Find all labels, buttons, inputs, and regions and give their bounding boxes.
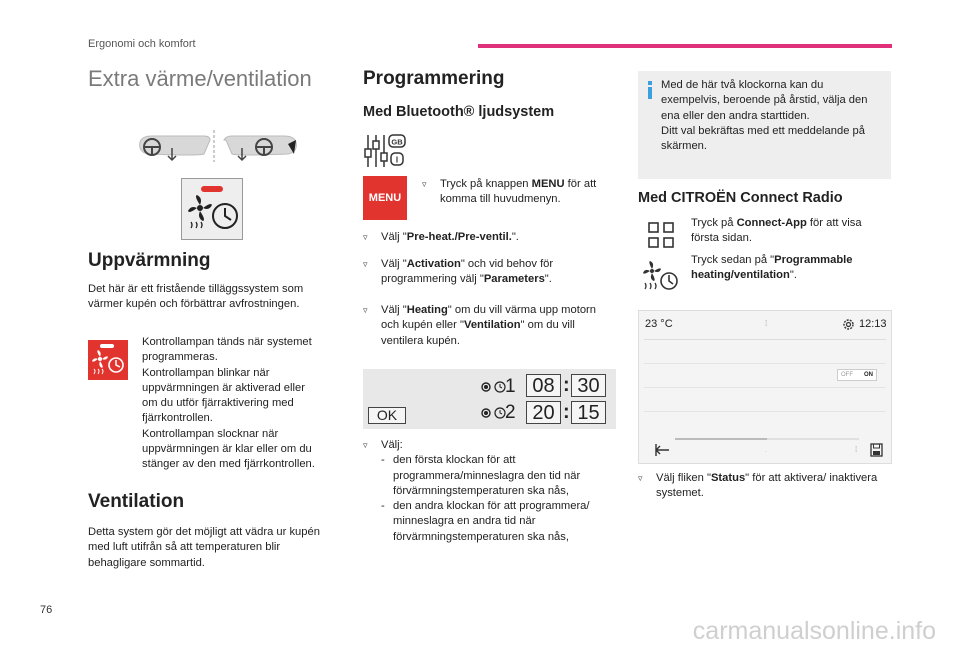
bullet-text: den första klockan för att programmera/minneslagra den tid när förvärmningstemperaturen ska nås,: [393, 454, 581, 497]
arrow-bullet-icon: ▿: [638, 473, 643, 483]
text-part: MENU: [531, 178, 565, 190]
lamp-line: uppvärmningen är klar eller om du: [142, 443, 312, 456]
screen-separator: ⁞: [855, 445, 858, 454]
lamp-line: Kontrollampan tänds när systemet: [142, 336, 312, 348]
gb-label: GB: [391, 137, 403, 147]
text-part: för att visa första sidan.: [691, 217, 862, 245]
choose-label: Välj:: [381, 439, 403, 451]
timer-display-panel: [363, 369, 616, 429]
text-part: Ventilation: [463, 319, 521, 332]
info-box: [638, 71, 891, 179]
page-number: 76: [40, 604, 53, 616]
lamp-line: fjärrkontrollen.: [142, 412, 213, 425]
minute-2-field[interactable]: 15: [571, 401, 606, 424]
temperature-readout: 23 °C: [645, 318, 673, 330]
minute-1-field[interactable]: 30: [571, 374, 606, 397]
text-part: Tryck sedan på ": [691, 254, 775, 266]
step-status-tab: [638, 471, 888, 502]
back-arrow-icon[interactable]: [654, 444, 670, 456]
save-icon[interactable]: [870, 443, 883, 457]
i-label: I: [395, 155, 399, 165]
toggle-off-label: OFF: [841, 372, 853, 378]
programming-heading: Programmering: [363, 68, 505, 89]
arrow-bullet-icon: ▿: [363, 440, 368, 450]
ventilation-heading: Ventilation: [88, 491, 185, 512]
lamp-line: programmeras.: [142, 351, 218, 364]
info-line: Med de här två klockorna kan du: [661, 79, 824, 91]
step-select-preheat: [363, 230, 613, 245]
text-part: Parameters: [483, 273, 545, 286]
lamp-line: stänger av den med fjärrkontrollen.: [142, 458, 315, 471]
info-line: skärmen.: [661, 140, 708, 153]
mirror-remote-icon: [138, 128, 298, 164]
bullet-text: den andra klockan för att programmera/ minneslagra en andra tid när förvärmningstemperaturen ska nås,: [393, 500, 590, 543]
menu-key-label: MENU: [368, 192, 402, 204]
time-separator: :: [563, 401, 570, 423]
divider: [644, 387, 886, 388]
text-part: " om du vill värma upp motorn och kupén eller ": [381, 304, 597, 332]
lamp-line: Kontrollampan slocknar när: [142, 427, 279, 440]
tab-indicator: [675, 438, 767, 440]
arrow-bullet-icon: ▿: [363, 305, 368, 315]
divider: [644, 339, 886, 340]
text-part: Pre-heat./Pre-ventil.: [406, 231, 512, 243]
screen-separator: ·: [765, 449, 767, 455]
lamp-line: Kontrollampan blinkar när: [142, 366, 270, 379]
settings-sliders-icon: [363, 133, 407, 169]
info-line: exempelvis, beroende på årstid, välja den: [661, 94, 868, 107]
apps-grid-icon: [648, 222, 674, 248]
watermark: carmanualsonline.info: [692, 617, 936, 645]
text-part: Tryck på: [691, 217, 737, 229]
heater-lamp-icon: [181, 178, 243, 240]
clock-2-number: 2: [505, 402, 516, 423]
left-column: [88, 66, 333, 92]
step-select-heating: [363, 303, 615, 349]
settings-gear-icon[interactable]: [842, 318, 855, 331]
lamp-line: uppvärmningen är aktiverad eller: [142, 381, 305, 394]
text-part: " och vid behov för programmering välj ": [381, 258, 554, 286]
programmable-heating-icon: [640, 259, 680, 293]
lamp-line: om du utför fjärraktivering med: [142, 397, 294, 410]
connect-radio-heading: Med CITROËN Connect Radio: [638, 190, 843, 206]
text-part: Connect-App: [736, 217, 807, 229]
clock-1-number: 1: [505, 376, 516, 397]
text-part: Status: [710, 472, 746, 484]
heater-lamp-small-icon: [88, 340, 128, 380]
divider: [644, 411, 886, 412]
screen-separator: ⁞: [765, 319, 768, 328]
text-part: ".: [544, 273, 552, 286]
text-part: ".: [789, 269, 797, 282]
text-part: för att komma till huvudmenyn.: [440, 178, 597, 206]
dash-bullet: -: [381, 454, 385, 467]
text-part: Välj fliken ": [656, 472, 711, 484]
step-connect-app: [691, 216, 887, 247]
text-part: Välj ": [381, 304, 407, 316]
arrow-bullet-icon: ▿: [363, 232, 368, 242]
text-part: Activation: [406, 258, 461, 270]
divider: [644, 363, 886, 364]
section-header: Ergonomi och komfort: [88, 38, 196, 50]
ok-button[interactable]: OK: [368, 407, 406, 424]
text-part: " för att aktivera/ inaktivera systemet.: [656, 472, 878, 500]
choose-clock-list: [363, 438, 613, 545]
hour-1-field[interactable]: 08: [526, 374, 561, 397]
text-part: Tryck på knappen: [440, 178, 532, 190]
menu-key-icon: [363, 176, 407, 220]
hour-2-field[interactable]: 20: [526, 401, 561, 424]
arrow-bullet-icon: ▿: [422, 179, 427, 189]
radio-screen: [638, 310, 892, 464]
heating-heading: Uppvärmning: [88, 250, 211, 271]
lamp-description: [142, 335, 342, 473]
info-icon: [648, 81, 652, 99]
dash-bullet: -: [381, 500, 385, 513]
clock-readout: 12:13: [859, 318, 887, 330]
ventilation-text: Detta system gör det möjligt att vädra ur kupén med luft utifrån så att temperaturen blir behagligare sommartid.: [88, 526, 320, 569]
text-part: " om du vill ventilera kupén.: [381, 319, 575, 347]
bluetooth-subheading: Med Bluetooth® ljudsystem: [363, 104, 555, 120]
text-part: Programmable heating/ventilation: [691, 254, 853, 282]
text-part: Välj ": [381, 231, 407, 243]
status-toggle[interactable]: [837, 369, 877, 381]
tab-indicator: [767, 438, 859, 440]
step-programmable-heating: [691, 253, 887, 284]
step-press-menu: [422, 177, 612, 208]
info-line: ena eller den andra starttiden.: [661, 109, 810, 122]
info-line: Ditt val bekräftas med ett meddelande på: [661, 124, 865, 137]
text-part: ".: [511, 231, 519, 243]
toggle-on-label: ON: [864, 372, 873, 378]
text-part: Heating: [406, 304, 448, 316]
step-select-activation: [363, 257, 613, 288]
page-title: Extra värme/ventilation: [88, 66, 312, 91]
arrow-bullet-icon: ▿: [363, 259, 368, 269]
text-part: Välj ": [381, 258, 407, 270]
time-separator: :: [563, 374, 570, 396]
section-accent-bar: [478, 44, 892, 48]
heating-intro: Det här är ett fristående tilläggssystem som värmer kupén och förbättrar avfrostningen.: [88, 283, 304, 311]
